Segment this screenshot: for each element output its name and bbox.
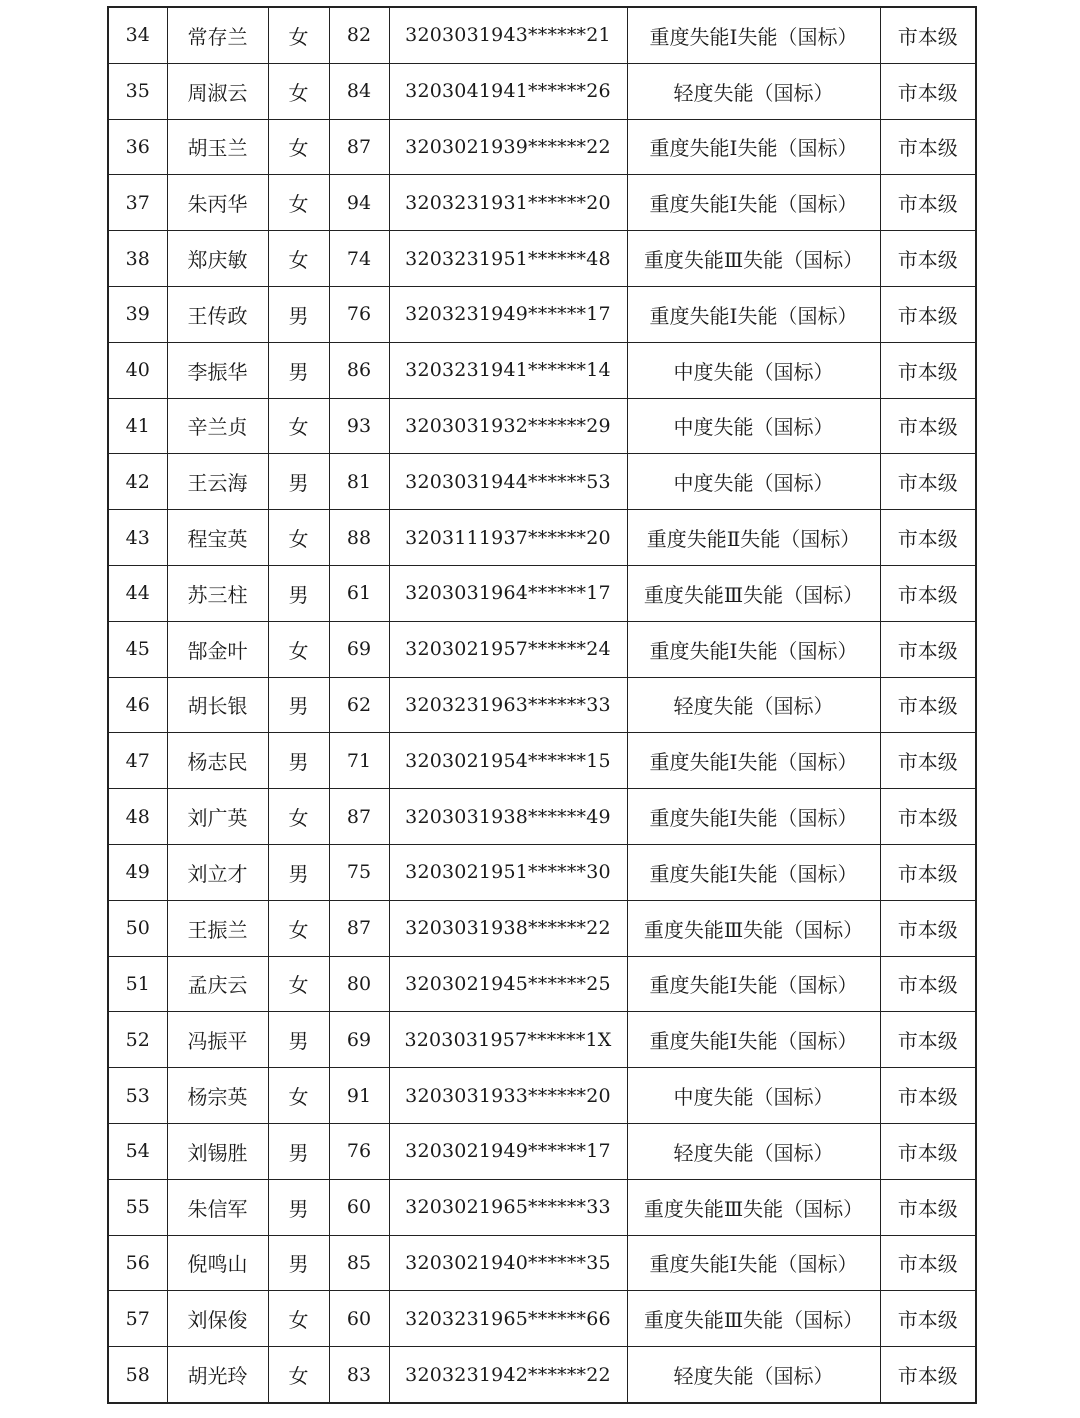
id-number-cell: 3203031943******21 — [389, 7, 627, 63]
disability-level-cell: 重度失能Ⅰ失能（国标） — [627, 1235, 880, 1291]
table-row — [108, 119, 976, 175]
table-row — [108, 1291, 976, 1347]
gender-cell: 女 — [268, 119, 329, 175]
age-cell: 61 — [329, 565, 389, 621]
row-number-cell: 39 — [108, 286, 167, 342]
gender-cell: 女 — [268, 956, 329, 1012]
name-cell: 胡光玲 — [167, 1347, 268, 1403]
row-number-cell: 46 — [108, 677, 167, 733]
age-cell: 83 — [329, 1347, 389, 1403]
gender-cell: 女 — [268, 63, 329, 119]
age-cell: 88 — [329, 510, 389, 566]
name-cell: 杨宗英 — [167, 1068, 268, 1124]
name-cell: 杨志民 — [167, 733, 268, 789]
name-cell: 刘立才 — [167, 844, 268, 900]
gender-cell: 男 — [268, 1123, 329, 1179]
age-cell: 91 — [329, 1068, 389, 1124]
gender-cell: 男 — [268, 565, 329, 621]
age-cell: 81 — [329, 454, 389, 510]
id-number-cell: 3203021954******15 — [389, 733, 627, 789]
disability-level-cell: 重度失能Ⅲ失能（国标） — [627, 565, 880, 621]
name-cell: 郑庆敏 — [167, 231, 268, 287]
age-cell: 82 — [329, 7, 389, 63]
name-cell: 郜金叶 — [167, 621, 268, 677]
disability-level-cell: 重度失能Ⅲ失能（国标） — [627, 900, 880, 956]
table-row — [108, 900, 976, 956]
table-row — [108, 63, 976, 119]
age-cell: 76 — [329, 286, 389, 342]
age-cell: 69 — [329, 1012, 389, 1068]
id-number-cell: 3203021940******35 — [389, 1235, 627, 1291]
table-row — [108, 956, 976, 1012]
id-number-cell: 3203021965******33 — [389, 1179, 627, 1235]
name-cell: 刘广英 — [167, 789, 268, 845]
row-number-cell: 54 — [108, 1123, 167, 1179]
disability-level-cell: 轻度失能（国标） — [627, 63, 880, 119]
gender-cell: 女 — [268, 1347, 329, 1403]
name-cell: 倪鸣山 — [167, 1235, 268, 1291]
id-number-cell: 3203021939******22 — [389, 119, 627, 175]
region-cell: 市本级 — [880, 1347, 976, 1403]
disability-level-cell: 重度失能Ⅰ失能（国标） — [627, 956, 880, 1012]
row-number-cell: 36 — [108, 119, 167, 175]
region-cell: 市本级 — [880, 119, 976, 175]
table-row — [108, 510, 976, 566]
name-cell: 王振兰 — [167, 900, 268, 956]
id-number-cell: 3203031938******22 — [389, 900, 627, 956]
region-cell: 市本级 — [880, 510, 976, 566]
name-cell: 周淑云 — [167, 63, 268, 119]
gender-cell: 女 — [268, 398, 329, 454]
row-number-cell: 38 — [108, 231, 167, 287]
row-number-cell: 41 — [108, 398, 167, 454]
id-number-cell: 3203031944******53 — [389, 454, 627, 510]
gender-cell: 女 — [268, 1291, 329, 1347]
id-number-cell: 3203231949******17 — [389, 286, 627, 342]
table-row — [108, 398, 976, 454]
age-cell: 94 — [329, 175, 389, 231]
gender-cell: 男 — [268, 286, 329, 342]
id-number-cell: 3203231931******20 — [389, 175, 627, 231]
disability-level-cell: 中度失能（国标） — [627, 454, 880, 510]
name-cell: 朱丙华 — [167, 175, 268, 231]
id-number-cell: 3203231942******22 — [389, 1347, 627, 1403]
row-number-cell: 48 — [108, 789, 167, 845]
age-cell: 86 — [329, 342, 389, 398]
disability-level-cell: 重度失能Ⅰ失能（国标） — [627, 733, 880, 789]
table-body — [108, 7, 976, 1403]
age-cell: 80 — [329, 956, 389, 1012]
region-cell: 市本级 — [880, 7, 976, 63]
region-cell: 市本级 — [880, 1068, 976, 1124]
assessment-table — [107, 6, 977, 1404]
disability-level-cell: 重度失能Ⅲ失能（国标） — [627, 231, 880, 287]
table-row — [108, 1347, 976, 1403]
age-cell: 87 — [329, 900, 389, 956]
id-number-cell: 3203111937******20 — [389, 510, 627, 566]
id-number-cell: 3203021951******30 — [389, 844, 627, 900]
disability-level-cell: 中度失能（国标） — [627, 342, 880, 398]
table-row — [108, 844, 976, 900]
disability-level-cell: 重度失能Ⅰ失能（国标） — [627, 1012, 880, 1068]
table-row — [108, 1068, 976, 1124]
table-row — [108, 789, 976, 845]
table-row — [108, 677, 976, 733]
disability-level-cell: 重度失能Ⅰ失能（国标） — [627, 621, 880, 677]
gender-cell: 女 — [268, 231, 329, 287]
gender-cell: 男 — [268, 844, 329, 900]
table-row — [108, 454, 976, 510]
region-cell: 市本级 — [880, 1012, 976, 1068]
name-cell: 李振华 — [167, 342, 268, 398]
table-row — [108, 231, 976, 287]
region-cell: 市本级 — [880, 956, 976, 1012]
disability-level-cell: 重度失能Ⅰ失能（国标） — [627, 286, 880, 342]
name-cell: 刘锡胜 — [167, 1123, 268, 1179]
row-number-cell: 57 — [108, 1291, 167, 1347]
name-cell: 王云海 — [167, 454, 268, 510]
id-number-cell: 3203031932******29 — [389, 398, 627, 454]
disability-level-cell: 中度失能（国标） — [627, 1068, 880, 1124]
name-cell: 冯振平 — [167, 1012, 268, 1068]
id-number-cell: 3203021949******17 — [389, 1123, 627, 1179]
region-cell: 市本级 — [880, 789, 976, 845]
disability-level-cell: 重度失能Ⅲ失能（国标） — [627, 1291, 880, 1347]
row-number-cell: 45 — [108, 621, 167, 677]
table-row — [108, 1235, 976, 1291]
region-cell: 市本级 — [880, 175, 976, 231]
id-number-cell: 3203031957******1X — [389, 1012, 627, 1068]
table-row — [108, 621, 976, 677]
gender-cell: 男 — [268, 342, 329, 398]
age-cell: 60 — [329, 1291, 389, 1347]
gender-cell: 男 — [268, 1235, 329, 1291]
gender-cell: 男 — [268, 454, 329, 510]
id-number-cell: 3203231965******66 — [389, 1291, 627, 1347]
gender-cell: 女 — [268, 1068, 329, 1124]
id-number-cell: 3203021957******24 — [389, 621, 627, 677]
disability-level-cell: 重度失能Ⅰ失能（国标） — [627, 119, 880, 175]
name-cell: 朱信军 — [167, 1179, 268, 1235]
age-cell: 60 — [329, 1179, 389, 1235]
id-number-cell: 3203231941******14 — [389, 342, 627, 398]
age-cell: 75 — [329, 844, 389, 900]
disability-level-cell: 重度失能Ⅲ失能（国标） — [627, 1179, 880, 1235]
name-cell: 王传政 — [167, 286, 268, 342]
disability-level-cell: 轻度失能（国标） — [627, 677, 880, 733]
disability-level-cell: 中度失能（国标） — [627, 398, 880, 454]
name-cell: 苏三柱 — [167, 565, 268, 621]
row-number-cell: 51 — [108, 956, 167, 1012]
id-number-cell: 3203231963******33 — [389, 677, 627, 733]
region-cell: 市本级 — [880, 1291, 976, 1347]
gender-cell: 女 — [268, 789, 329, 845]
row-number-cell: 37 — [108, 175, 167, 231]
table-row — [108, 733, 976, 789]
id-number-cell: 3203031933******20 — [389, 1068, 627, 1124]
region-cell: 市本级 — [880, 1179, 976, 1235]
row-number-cell: 55 — [108, 1179, 167, 1235]
row-number-cell: 44 — [108, 565, 167, 621]
gender-cell: 女 — [268, 7, 329, 63]
age-cell: 69 — [329, 621, 389, 677]
name-cell: 常存兰 — [167, 7, 268, 63]
region-cell: 市本级 — [880, 677, 976, 733]
table-row — [108, 1012, 976, 1068]
gender-cell: 女 — [268, 900, 329, 956]
name-cell: 孟庆云 — [167, 956, 268, 1012]
name-cell: 胡玉兰 — [167, 119, 268, 175]
region-cell: 市本级 — [880, 231, 976, 287]
table-row — [108, 565, 976, 621]
disability-level-cell: 重度失能Ⅰ失能（国标） — [627, 7, 880, 63]
table-row — [108, 1179, 976, 1235]
id-number-cell: 3203031938******49 — [389, 789, 627, 845]
age-cell: 87 — [329, 119, 389, 175]
row-number-cell: 43 — [108, 510, 167, 566]
disability-level-cell: 重度失能Ⅱ失能（国标） — [627, 510, 880, 566]
region-cell: 市本级 — [880, 1123, 976, 1179]
row-number-cell: 42 — [108, 454, 167, 510]
row-number-cell: 56 — [108, 1235, 167, 1291]
table-row — [108, 1123, 976, 1179]
name-cell: 程宝英 — [167, 510, 268, 566]
region-cell: 市本级 — [880, 63, 976, 119]
disability-level-cell: 轻度失能（国标） — [627, 1347, 880, 1403]
row-number-cell: 40 — [108, 342, 167, 398]
region-cell: 市本级 — [880, 454, 976, 510]
region-cell: 市本级 — [880, 342, 976, 398]
age-cell: 84 — [329, 63, 389, 119]
id-number-cell: 3203041941******26 — [389, 63, 627, 119]
row-number-cell: 34 — [108, 7, 167, 63]
region-cell: 市本级 — [880, 733, 976, 789]
age-cell: 76 — [329, 1123, 389, 1179]
region-cell: 市本级 — [880, 565, 976, 621]
region-cell: 市本级 — [880, 286, 976, 342]
row-number-cell: 47 — [108, 733, 167, 789]
id-number-cell: 3203021945******25 — [389, 956, 627, 1012]
row-number-cell: 53 — [108, 1068, 167, 1124]
gender-cell: 男 — [268, 733, 329, 789]
row-number-cell: 52 — [108, 1012, 167, 1068]
disability-level-cell: 重度失能Ⅰ失能（国标） — [627, 789, 880, 845]
id-number-cell: 3203231951******48 — [389, 231, 627, 287]
row-number-cell: 49 — [108, 844, 167, 900]
age-cell: 71 — [329, 733, 389, 789]
name-cell: 刘保俊 — [167, 1291, 268, 1347]
age-cell: 85 — [329, 1235, 389, 1291]
row-number-cell: 50 — [108, 900, 167, 956]
table-row — [108, 175, 976, 231]
region-cell: 市本级 — [880, 1235, 976, 1291]
gender-cell: 女 — [268, 621, 329, 677]
age-cell: 62 — [329, 677, 389, 733]
id-number-cell: 3203031964******17 — [389, 565, 627, 621]
disability-level-cell: 重度失能Ⅰ失能（国标） — [627, 175, 880, 231]
gender-cell: 男 — [268, 677, 329, 733]
name-cell: 胡长银 — [167, 677, 268, 733]
age-cell: 93 — [329, 398, 389, 454]
disability-level-cell: 轻度失能（国标） — [627, 1123, 880, 1179]
region-cell: 市本级 — [880, 844, 976, 900]
row-number-cell: 35 — [108, 63, 167, 119]
gender-cell: 男 — [268, 1012, 329, 1068]
region-cell: 市本级 — [880, 621, 976, 677]
disability-level-cell: 重度失能Ⅰ失能（国标） — [627, 844, 880, 900]
gender-cell: 女 — [268, 175, 329, 231]
row-number-cell: 58 — [108, 1347, 167, 1403]
age-cell: 87 — [329, 789, 389, 845]
gender-cell: 女 — [268, 510, 329, 566]
age-cell: 74 — [329, 231, 389, 287]
region-cell: 市本级 — [880, 900, 976, 956]
table-row — [108, 286, 976, 342]
table-row — [108, 342, 976, 398]
gender-cell: 男 — [268, 1179, 329, 1235]
table-row — [108, 7, 976, 63]
region-cell: 市本级 — [880, 398, 976, 454]
name-cell: 辛兰贞 — [167, 398, 268, 454]
